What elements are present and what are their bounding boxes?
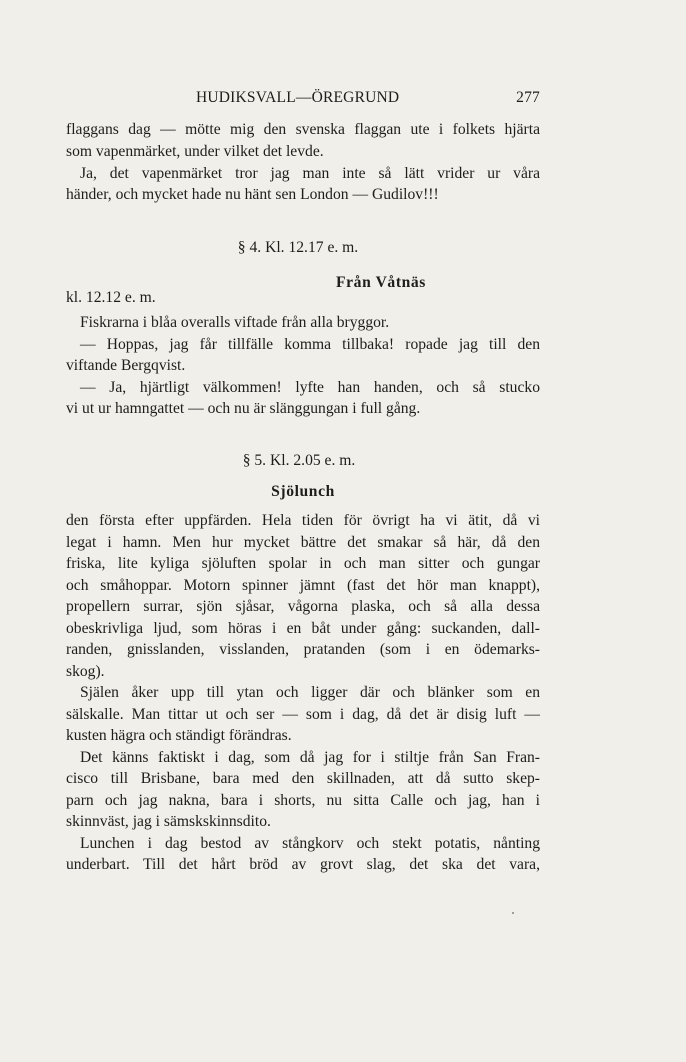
text-line: skog). — [66, 663, 105, 680]
text-line: Ja, det vapenmärket tror jag man inte så lätt vrider ur våra — [80, 165, 540, 182]
text-line: som vapenmärket, under vilket det levde. — [66, 143, 324, 160]
paper-speck — [512, 912, 514, 914]
text-line: parn och jag nakna, bara i shorts, nu sitta Calle och jag, han i — [66, 792, 540, 809]
text-line: propellern surrar, sjön sjåsar, vågorna plaska, och så alla dessa — [66, 598, 540, 615]
text-line: cisco till Brisbane, bara med den skillnaden, att då sutto skep- — [66, 770, 540, 787]
text-line: Själen åker upp till ytan och ligger där och blänker som en — [80, 684, 540, 701]
text-line: obeskrivliga ljud, som höras i en båt under gång: suckanden, dall- — [66, 620, 540, 637]
text-line: randen, gnisslanden, visslanden, pratanden (som i en ödemarks- — [66, 641, 540, 658]
text-line: flaggans dag — mötte mig den svenska flaggan ute i folkets hjärta — [66, 121, 540, 138]
text-line: legat i hamn. Men hur mycket bättre det smakar så här, då den — [66, 534, 540, 551]
section-4-heading: § 4. Kl. 12.17 e. m. — [237, 239, 359, 256]
section-subheading: Från Våtnäs — [336, 274, 426, 291]
text-line: den första efter uppfärden. Hela tiden för övrigt ha vi ätit, då vi — [66, 512, 540, 529]
text-line: Det känns faktiskt i dag, som då jag for i stiltje från San Fran- — [80, 749, 540, 766]
page-number: 277 — [516, 89, 540, 106]
text-line: friska, lite kyliga sjöluften spolar in och man sitter och gungar — [66, 555, 540, 572]
section-5-heading: § 5. Kl. 2.05 e. m. — [242, 452, 356, 469]
text-line: viftande Bergqvist. — [66, 357, 186, 374]
text-line: händer, och mycket hade nu hänt sen London — Gudilov!!! — [66, 186, 439, 203]
text-line: Lunchen i dag bestod av stångkorv och stekt potatis, nånting — [80, 835, 540, 852]
text-line: Fiskrarna i blåa overalls viftade från alla bryggor. — [80, 314, 390, 331]
text-line: underbart. Till det hårt bröd av grovt slag, det ska det vara, — [66, 856, 540, 873]
text-line: vi ut ur hamngattet — och nu är slänggungan i full gång. — [66, 400, 421, 417]
section-heading — [66, 238, 540, 258]
running-title: HUDIKSVALL—ÖREGRUND — [196, 89, 400, 106]
text-line: skinnväst, jag i sämskskinnsdito. — [66, 813, 271, 830]
text-line: — Hoppas, jag får tillfälle komma tillbaka! ropade jag till den — [80, 336, 540, 353]
section-time: kl. 12.12 e. m. — [66, 289, 156, 306]
text-line: sälskalle. Man tittar ut och ser — som i dag, då det är disig luft — — [66, 706, 540, 723]
text-line: och småhoppar. Motorn spinner jämnt (fast det hör man knappt), — [66, 577, 540, 594]
text-line: kusten hägra och ständigt förändras. — [66, 727, 292, 744]
text-line: — Ja, hjärtligt välkommen! lyfte han handen, och så stucko — [80, 379, 540, 396]
section-subheading: Sjölunch — [271, 483, 335, 500]
page-header — [66, 89, 540, 111]
section-heading — [66, 451, 540, 471]
